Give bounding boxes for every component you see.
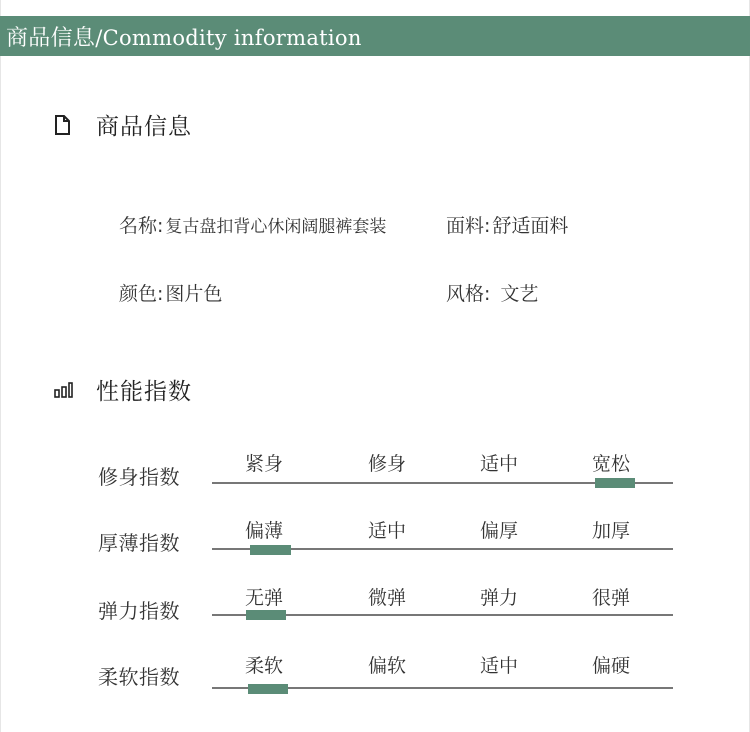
metric-row-elasticity	[0, 574, 750, 634]
header-title-en: Commodity information	[102, 25, 362, 50]
header-title-separator: /	[95, 25, 103, 50]
section-header-performance	[54, 373, 192, 406]
product-style-label: 风格:	[446, 283, 491, 305]
metric-option: 柔软	[245, 655, 284, 677]
product-name-field	[119, 211, 386, 238]
metric-option: 很弹	[592, 587, 631, 609]
metric-label: 柔软指数	[98, 665, 180, 689]
document-icon	[54, 114, 76, 136]
metric-option: 适中	[480, 655, 519, 677]
metric-label: 修身指数	[98, 465, 180, 489]
metric-row-softness	[0, 641, 750, 701]
metric-option: 适中	[480, 453, 519, 475]
section-title-performance: 性能指数	[96, 379, 192, 405]
metric-option: 无弹	[245, 587, 284, 609]
metric-label: 厚薄指数	[98, 531, 180, 555]
product-fabric-field	[446, 211, 568, 238]
metric-option: 微弹	[368, 587, 407, 609]
product-fabric-value: 舒适面料	[492, 215, 569, 237]
metric-option: 弹力	[480, 587, 519, 609]
product-fabric-label: 面料:	[446, 215, 491, 237]
bar-chart-icon	[54, 379, 76, 401]
product-color-label: 颜色:	[119, 283, 164, 305]
header-title-zh: 商品信息	[6, 25, 96, 51]
section-header-info	[54, 108, 192, 141]
product-style-field	[446, 279, 538, 306]
header-banner	[0, 16, 750, 56]
metric-option: 偏厚	[480, 520, 519, 542]
metric-selected-marker	[248, 684, 288, 694]
header-title	[6, 21, 362, 52]
metric-option: 宽松	[592, 453, 631, 475]
section-title-info: 商品信息	[96, 114, 192, 140]
metric-row-thickness	[0, 507, 750, 567]
metric-option: 偏硬	[592, 655, 631, 677]
product-style-value: 文艺	[500, 283, 539, 305]
metric-option: 紧身	[245, 453, 284, 475]
product-name-label: 名称:	[119, 215, 164, 237]
product-color-field	[119, 279, 222, 306]
metric-option: 偏软	[368, 655, 407, 677]
metric-row-fit	[0, 440, 750, 500]
product-color-value: 图片色	[165, 283, 223, 305]
product-name-value: 复古盘扣背心休闲阔腿裤套装	[165, 217, 387, 237]
metric-label: 弹力指数	[98, 599, 180, 623]
metric-option: 加厚	[592, 520, 631, 542]
metric-option: 适中	[368, 520, 407, 542]
metric-option: 偏薄	[245, 520, 284, 542]
metric-option: 修身	[368, 453, 407, 475]
metric-selected-marker	[595, 478, 635, 488]
metric-selected-marker	[250, 545, 291, 555]
metric-selected-marker	[246, 610, 286, 620]
